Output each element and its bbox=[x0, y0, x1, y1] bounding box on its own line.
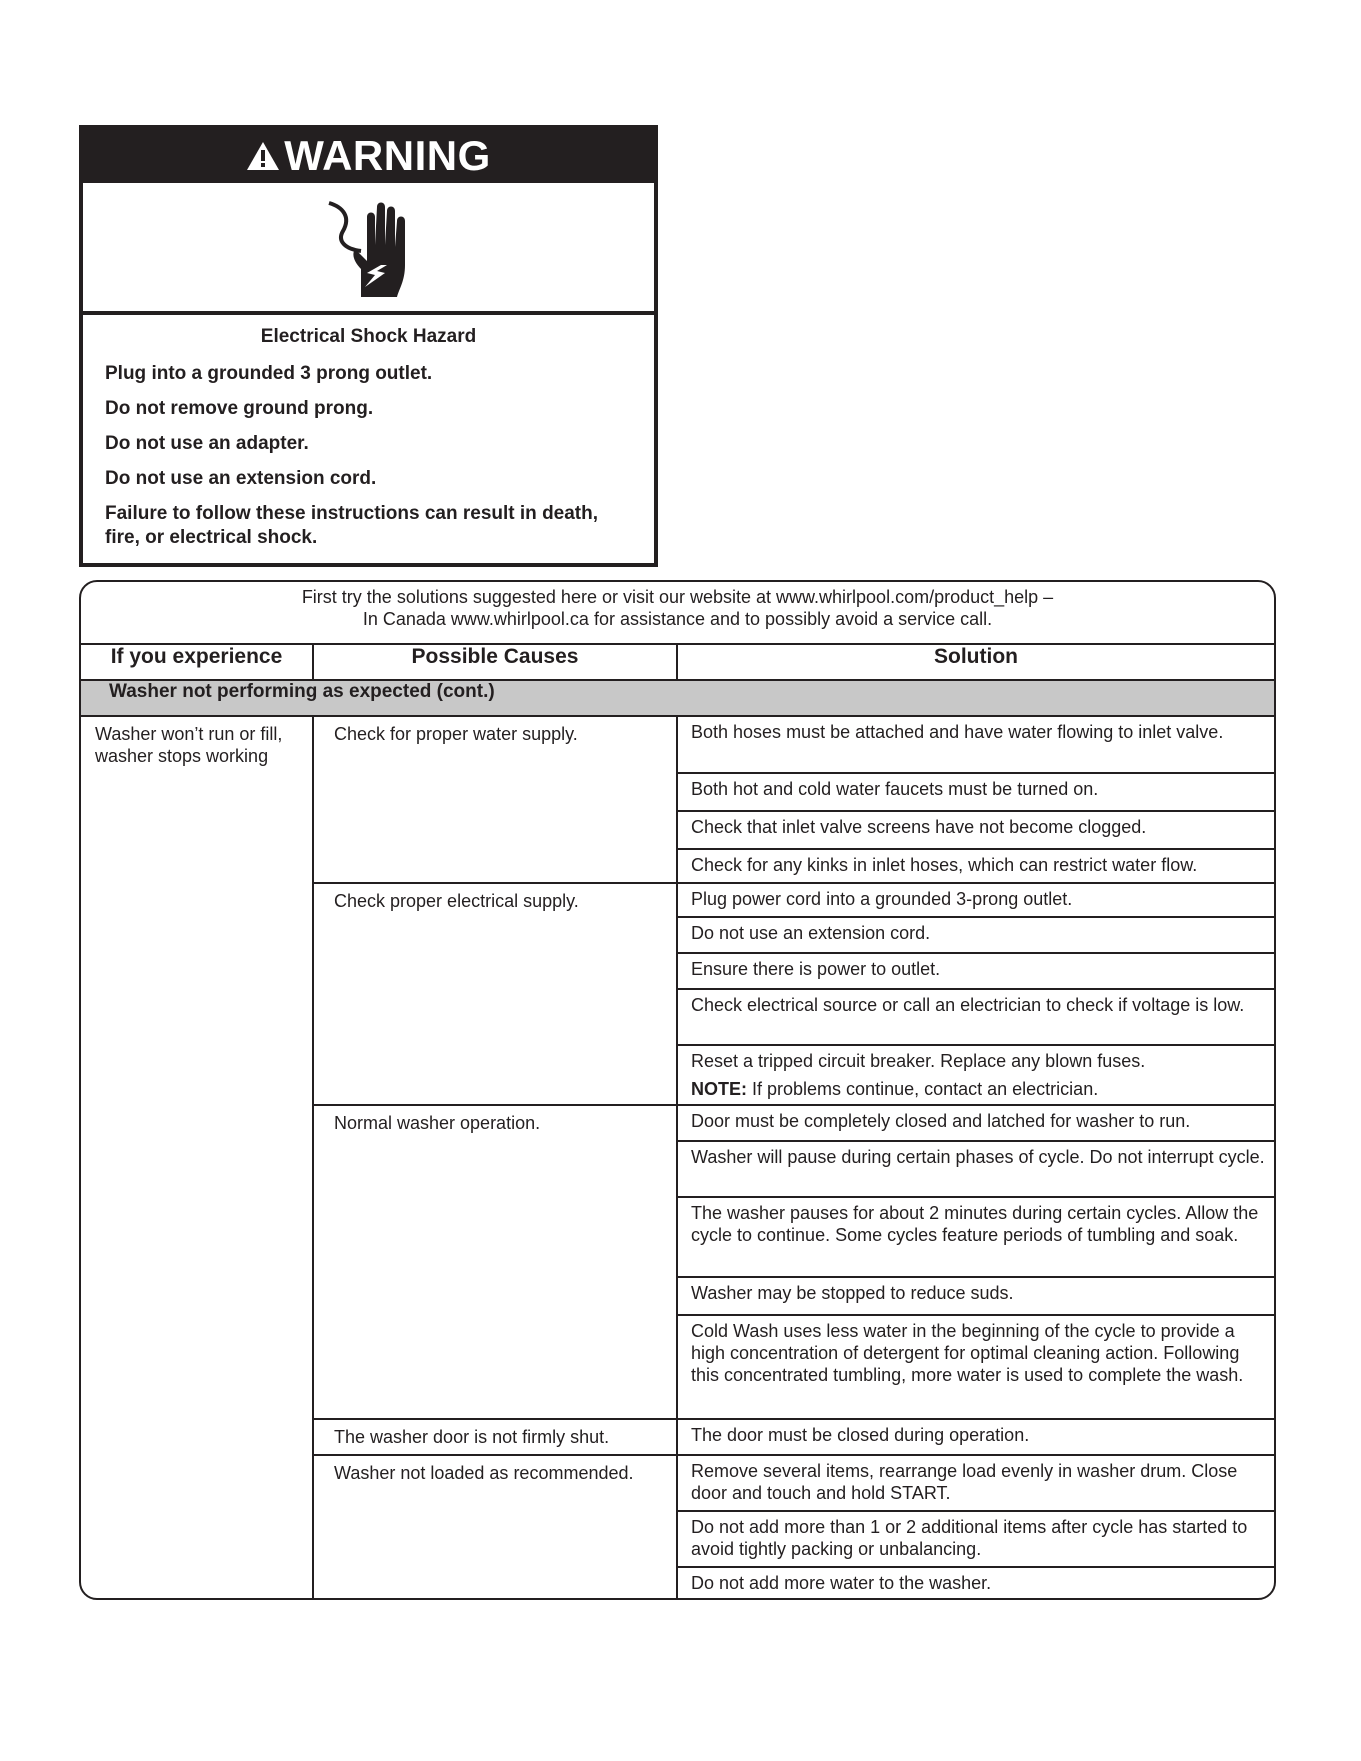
cause-cell: The washer door is not firmly shut. bbox=[313, 1419, 677, 1455]
troubleshooting-panel bbox=[79, 580, 1276, 1600]
cause-cell: Check for proper water supply. bbox=[313, 716, 677, 883]
solution-cell: Both hoses must be attached and have water flowing to inlet valve. bbox=[677, 716, 1274, 773]
alert-triangle-icon bbox=[246, 141, 280, 171]
cause-cell: Check proper electrical supply. bbox=[313, 883, 677, 1105]
solution-cell: Both hot and cold water faucets must be turned on. bbox=[677, 773, 1274, 811]
solution-cell: Check that inlet valve screens have not become clogged. bbox=[677, 811, 1274, 849]
warning-header-text: WARNING bbox=[284, 132, 491, 179]
solution-cell: Washer will pause during certain phases of cycle. Do not interrupt cycle. bbox=[677, 1141, 1274, 1197]
section-row bbox=[81, 680, 1274, 716]
cause-cell: Normal washer operation. bbox=[313, 1105, 677, 1419]
warning-header bbox=[83, 129, 654, 183]
warning-title: Electrical Shock Hazard bbox=[260, 326, 477, 347]
solution-cell: Do not add more water to the washer. bbox=[677, 1567, 1274, 1600]
note-text: If problems continue, contact an electrician. bbox=[752, 1079, 1099, 1099]
column-header-solution: Solution bbox=[677, 644, 1274, 680]
table-row bbox=[81, 716, 1274, 773]
warning-line: Do not use an adapter. bbox=[105, 433, 309, 454]
solution-cell: Cold Wash uses less water in the beginning of the cycle to provide a high concentration of detergent for optimal cleaning action. Following this concentrated tumbling, more water is used to complete the wash. bbox=[677, 1315, 1274, 1419]
solution-cell: Check electrical source or call an electrician to check if voltage is low. bbox=[677, 989, 1274, 1045]
electric-shock-hand-icon bbox=[321, 195, 417, 299]
warning-box bbox=[79, 125, 658, 567]
solution-cell: Washer may be stopped to reduce suds. bbox=[677, 1277, 1274, 1315]
solution-cell: Remove several items, rearrange load evenly in washer drum. Close door and touch and hold START. bbox=[677, 1455, 1274, 1511]
warning-icon-area bbox=[83, 183, 654, 315]
warning-line: Do not remove ground prong. bbox=[105, 398, 374, 419]
intro-line-2: In Canada www.whirlpool.ca for assistance and to possibly avoid a service call. bbox=[362, 609, 993, 629]
solution-cell bbox=[677, 1045, 1274, 1105]
troubleshooting-table bbox=[81, 643, 1274, 1600]
solution-text: Reset a tripped circuit breaker. Replace any blown fuses. bbox=[691, 1051, 1146, 1071]
solution-cell: Do not use an extension cord. bbox=[677, 917, 1274, 953]
warning-line: Plug into a grounded 3 prong outlet. bbox=[105, 363, 433, 384]
solution-cell: Do not add more than 1 or 2 additional items after cycle has started to avoid tightly packing or unbalancing. bbox=[677, 1511, 1274, 1567]
column-header-experience: If you experience bbox=[81, 644, 313, 680]
experience-cell: Washer won’t run or fill, washer stops working bbox=[81, 716, 313, 1600]
table-header-row bbox=[81, 644, 1274, 680]
intro-text bbox=[81, 582, 1274, 643]
note-label: NOTE: bbox=[691, 1079, 747, 1099]
column-header-causes: Possible Causes bbox=[313, 644, 677, 680]
solution-cell: Ensure there is power to outlet. bbox=[677, 953, 1274, 989]
warning-line: Do not use an extension cord. bbox=[105, 468, 377, 489]
warning-body bbox=[83, 315, 654, 550]
solution-cell: The washer pauses for about 2 minutes during certain cycles. Allow the cycle to continue. Some cycles feature periods of tumbling and soak. bbox=[677, 1197, 1274, 1277]
cause-cell: Washer not loaded as recommended. bbox=[313, 1455, 677, 1600]
section-title: Washer not performing as expected (cont.) bbox=[81, 680, 1274, 716]
solution-cell: The door must be closed during operation. bbox=[677, 1419, 1274, 1455]
note bbox=[691, 1078, 1266, 1100]
solution-cell: Door must be completely closed and latched for washer to run. bbox=[677, 1105, 1274, 1141]
intro-line-1: First try the solutions suggested here or visit our website at www.whirlpool.com/product_help – bbox=[301, 587, 1054, 607]
solution-cell: Plug power cord into a grounded 3-prong outlet. bbox=[677, 883, 1274, 917]
warning-line: Failure to follow these instructions can result in death, fire, or electrical shock. bbox=[105, 503, 599, 548]
solution-cell: Check for any kinks in inlet hoses, which can restrict water flow. bbox=[677, 849, 1274, 883]
